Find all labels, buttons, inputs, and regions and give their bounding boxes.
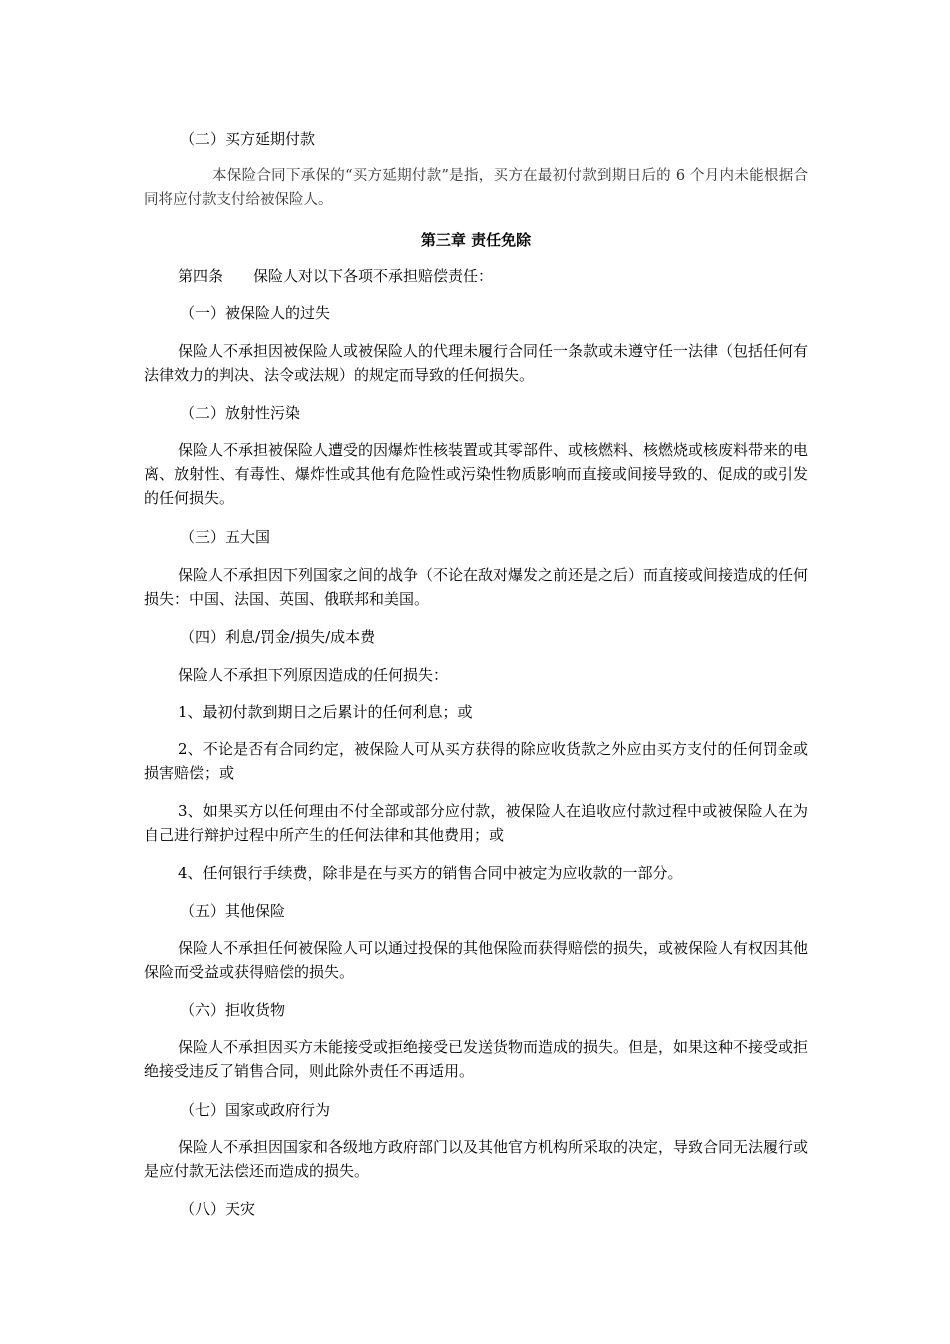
paragraph-buyer-delay: 本保险合同下承保的“买方延期付款”是指，买方在最初付款到期日后的 6 个月内未能根据合同将应付款支付给被保险人。 (144, 168, 808, 208)
heading-5: （五）其他保险 (180, 902, 286, 920)
paragraph-3: 保险人不承担因下列国家之间的战争（不论在敌对爆发之前还是之后）而直接或间接造成的任何损失：中国、法国、英国、俄联邦和美国。 (144, 566, 809, 608)
heading-3: （三）五大国 (180, 528, 271, 546)
paragraph-7: 保险人不承担因国家和各级地方政府部门以及其他官方机构所采取的决定，导致合同无法履行或是应付款无法偿还而造成的损失。 (144, 1138, 809, 1180)
paragraph-2: 保险人不承担被保险人遭受的因爆炸性核装置或其零部件、或核燃料、核燃烧或核废料带来的电离、放射性、有毒性、爆炸性或其他有危险性或污染性物质影响而直接或间接导致的、促成的或引发的任何损失。 (144, 441, 809, 507)
paragraph-4: 保险人不承担下列原因造成的任何损失： (178, 666, 449, 684)
section-heading-buyer-delay: （二）买方延期付款 (180, 130, 316, 148)
heading-2: （二）放射性污染 (180, 404, 301, 422)
list-item-2: 2、不论是否有合同约定，被保险人可从买方获得的除应收货款之外应由买方支付的任何罚金或损害赔偿；或 (144, 740, 808, 782)
article-label: 第四条 (178, 267, 224, 285)
list-item-3: 3、如果买方以任何理由不付全部或部分应付款，被保险人在追收应付款过程中或被保险人在为自己进行辩护过程中所产生的任何法律和其他费用；或 (144, 802, 808, 844)
paragraph-6: 保险人不承担因买方未能接受或拒绝接受已发送货物而造成的损失。但是，如果这种不接受或拒绝接受违反了销售合同，则此除外责任不再适用。 (144, 1038, 809, 1080)
paragraph-1: 保险人不承担因被保险人或被保险人的代理未履行合同任一条款或未遵守任一法律（包括任何有法律效力的判决、法令或法规）的规定而导致的任何损失。 (144, 342, 809, 384)
chapter-title: 第三章 责任免除 (420, 231, 532, 249)
heading-8: （八）天灾 (180, 1200, 256, 1218)
paragraph-5: 保险人不承担任何被保险人可以通过投保的其他保险而获得赔偿的损失，或被保险人有权因其他保险而受益或获得赔偿的损失。 (144, 939, 809, 981)
heading-4: （四）利息/罚金/损失/成本费 (180, 628, 376, 646)
heading-7: （七）国家或政府行为 (180, 1101, 331, 1119)
article-text: 保险人对以下各项不承担赔偿责任： (253, 267, 494, 285)
heading-1: （一）被保险人的过失 (180, 304, 331, 322)
list-item-4: 4、任何银行手续费，除非是在与买方的销售合同中被定为应收款的一部分。 (178, 864, 683, 882)
heading-6: （六）拒收货物 (180, 1001, 286, 1019)
list-item-1: 1、最初付款到期日之后累计的任何利息；或 (178, 703, 473, 721)
article-4-line (178, 264, 493, 288)
